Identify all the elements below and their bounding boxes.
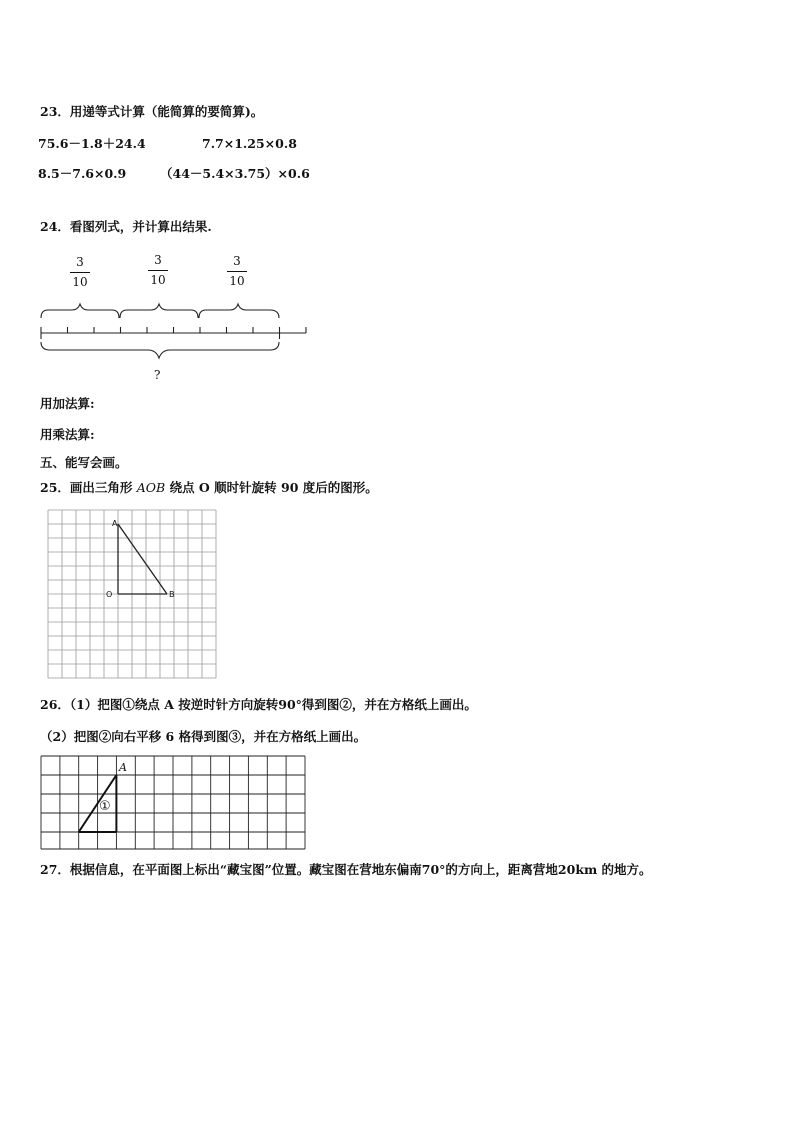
top-brace-2 — [120, 304, 198, 318]
addition-label: 用加法算: — [40, 396, 95, 411]
point-a-label: A — [119, 761, 127, 774]
q23-expression-4: （44－5.4×3.75）×0.6 — [160, 166, 310, 181]
fraction-numerator: 3 — [233, 254, 241, 268]
bottom-brace — [41, 342, 279, 358]
q26-grid-figure — [38, 753, 310, 853]
fraction-label-1 — [68, 256, 92, 288]
fraction-numerator: 3 — [76, 255, 84, 269]
q23-expression-2: 7.7×1.25×0.8 — [202, 136, 297, 151]
fraction-denominator: 10 — [229, 274, 245, 288]
number-line-diagram — [30, 296, 320, 366]
fraction-denominator: 10 — [150, 273, 166, 287]
grid-lines — [41, 756, 305, 849]
q25-heading-suffix: 绕点 O 顺时针旋转 90 度后的图形。 — [165, 480, 378, 495]
fraction-label-2 — [146, 254, 170, 286]
point-a-label: A — [112, 519, 118, 528]
q24-heading: 24．看图列式，并计算出结果. — [40, 219, 212, 234]
section-5-heading: 五、能写会画。 — [40, 455, 128, 470]
q26-part-2: （2）把图②向右平移 6 格得到图③，并在方格纸上画出。 — [40, 729, 367, 744]
q23-heading: 23．用递等式计算（能简算的要简算)。 — [40, 104, 264, 119]
q27-text: 27．根据信息，在平面图上标出“藏宝图”位置。藏宝图在营地东偏南70°的方向上，距离营地20km 的地方。 — [40, 862, 652, 877]
q25-triangle-name: AOB — [136, 480, 166, 495]
q25-grid-figure — [44, 506, 222, 682]
fraction-label-3 — [225, 255, 249, 287]
question-mark: ? — [154, 368, 161, 382]
point-o-label: O — [106, 590, 113, 599]
figure-1-label: ① — [99, 799, 111, 814]
q23-expression-1: 75.6－1.8＋24.4 — [38, 136, 146, 151]
multiplication-label: 用乘法算: — [40, 427, 95, 442]
fraction-numerator: 3 — [154, 253, 162, 267]
q23-expression-3: 8.5－7.6×0.9 — [38, 166, 127, 181]
q25-heading-prefix: 25．画出三角形 — [40, 480, 137, 495]
q26-part-1: 26．（1）把图①绕点 A 按逆时针方向旋转90°得到图②，并在方格纸上画出。 — [40, 697, 477, 712]
fraction-denominator: 10 — [72, 275, 88, 289]
q25-heading — [40, 482, 378, 495]
point-b-label: B — [169, 590, 175, 599]
top-brace-1 — [41, 304, 119, 318]
top-brace-3 — [199, 304, 279, 318]
